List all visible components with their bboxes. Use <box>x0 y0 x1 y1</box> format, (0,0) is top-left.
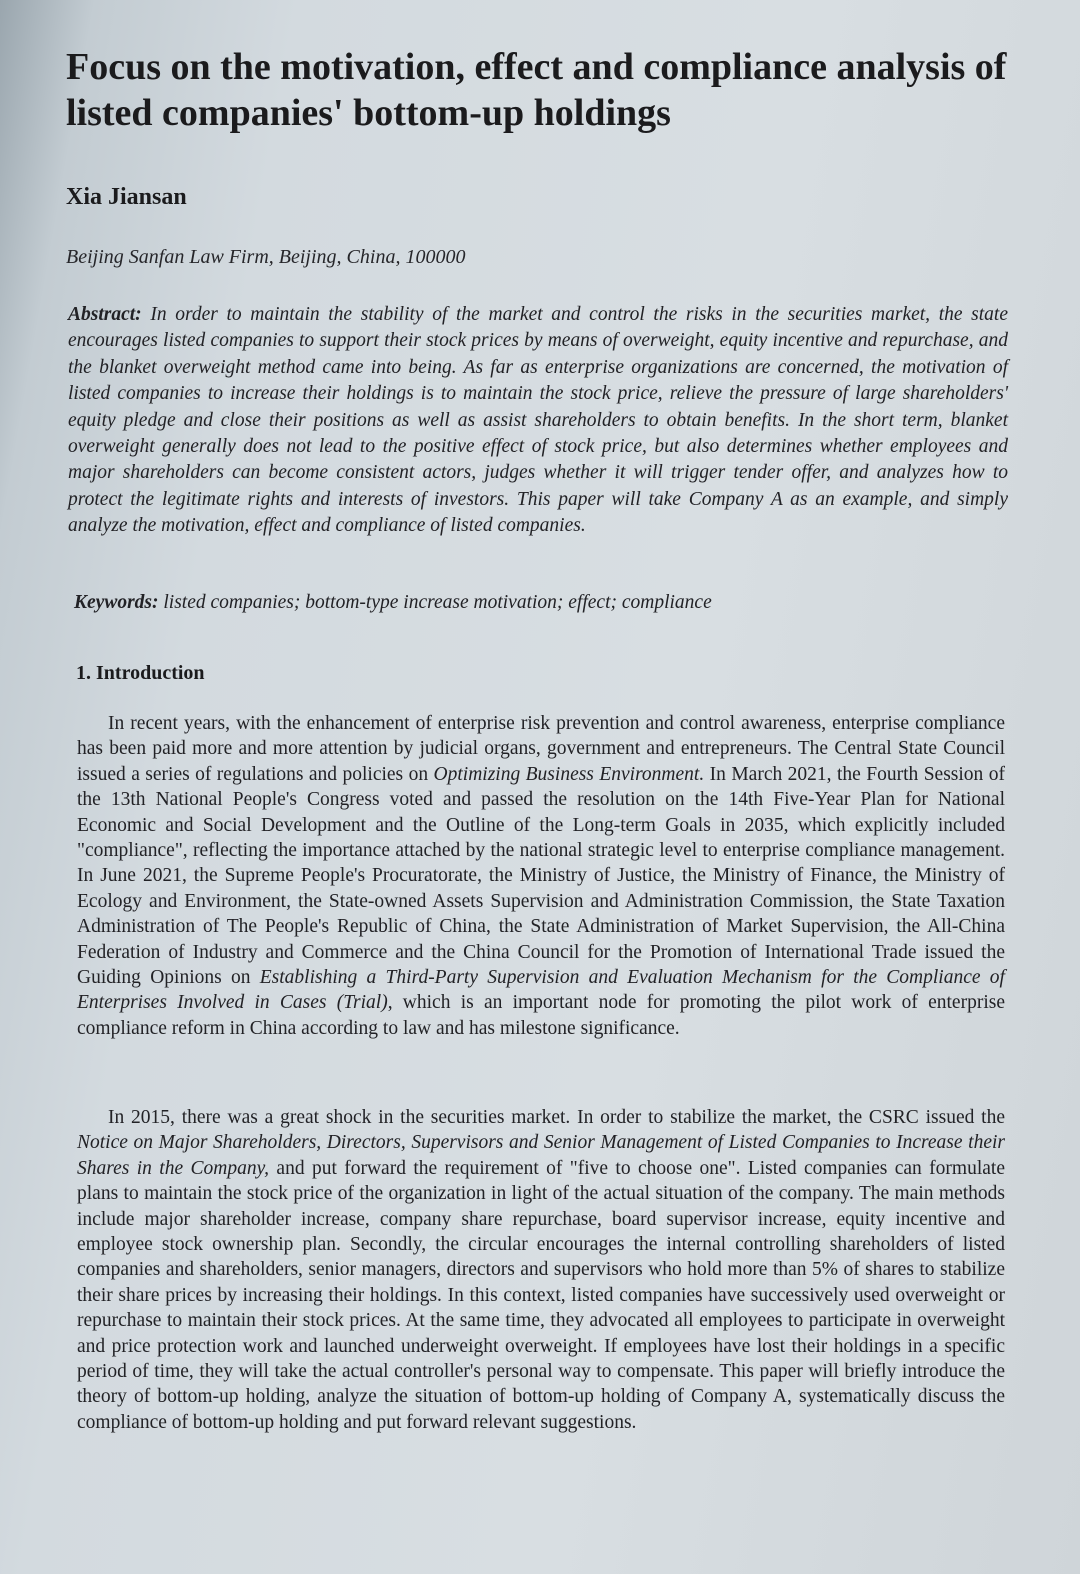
keywords <box>74 592 712 614</box>
keywords-text: listed companies; bottom-type increase motivation; effect; compliance <box>163 592 712 613</box>
paragraph-1-text-c: In March 2021, the Fourth Session of the 13th National People's Congress voted and passed the resolution on the 14th Five-Year Plan for National Economic and Social Development and the Outline of the Long-term Goals in 2035, which explicitly included "compliance", reflecting the importance attached by the national strategic level to enterprise compliance management. In June 2021, the Supreme People's Procuratorate, the Ministry of Justice, the Ministry of Finance, the Ministry of Ecology and Environment, the State-owned Assets Supervision and Administration Commission, the State Taxation Administration of The People's Republic of China, the State Administration of Market Supervision, the All-China Federation of Industry and Commerce and the China Council for the Promotion of International Trade issued the Guiding Opinions on <box>77 763 1005 989</box>
paragraph-1-text-a: In recent years, with the enhancement of enterprise risk prevention and control awareness, enterprise compliance has been paid more and more attention by judicial organs, government and entrepreneurs. The Central State Council issued a series of regulations and policies on <box>77 713 1005 785</box>
abstract-label: Abstract: <box>68 304 142 325</box>
paragraph-2-italic-title: Notice on Major Shareholders, Directors, Supervisors and Senior Management of Listed Companies to Increase their Shares in the Company, <box>77 1132 1005 1179</box>
introduction-paragraph-2 <box>77 1105 1005 1435</box>
paragraph-2-text-c: and put forward the requirement of "five to choose one". Listed companies can formulate plans to maintain the stock price of the organization in light of the actual situation of the company. The main methods include major shareholder increase, company share repurchase, board supervisor increase, equity incentive and employee stock ownership plan. Secondly, the circular encourages the internal controlling shareholders of listed companies and shareholders, senior managers, directors and supervisors who hold more than 5% of shares to stabilize their share prices by increasing their holdings. In this context, listed companies have successively used overweight or repurchase to maintain their stock prices. At the same time, they advocated all employees to participate in overweight and price protection work and launched underweight overweight. If employees have lost their holdings in a specific period of time, they will take the actual controller's personal way to compensate. This paper will briefly introduce the theory of bottom-up holding, analyze the situation of bottom-up holding of Company A, systematically discuss the compliance of bottom-up holding and put forward relevant suggestions. <box>77 1157 1005 1433</box>
section-heading-introduction: 1. Introduction <box>76 662 205 684</box>
paragraph-1-italic-title-2: Establishing a Third-Party Supervision and Evaluation Mechanism for the Compliance of Enterprises Involved in Cases (Trial) <box>77 967 1005 1014</box>
abstract <box>68 302 1008 540</box>
abstract-text: In order to maintain the stability of the market and control the risks in the securities market, the state encourages listed companies to support their stock prices by means of overweight, equity incentive and repurchase, and the blanket overweight method came into being. As far as enterprise organizations are concerned, the motivation of listed companies to increase their holdings is to maintain the stock price, relieve the pressure of large shareholders' equity pledge and close their positions as well as assist shareholders to obtain benefits. In the short term, blanket overweight generally does not lead to the positive effect of stock price, but also determines whether employees and major shareholders can become consistent actors, judges whether it will trigger tender offer, and analyzes how to protect the legitimate rights and interests of investors. This paper will take Company A as an example, and simply analyze the motivation, effect and compliance of listed companies. <box>68 304 1009 537</box>
paper-title: Focus on the motivation, effect and compliance analysis of listed companies' bottom-up holdings <box>66 46 1007 134</box>
paragraph-1-italic-title-1: Optimizing Business Environment. <box>433 763 705 785</box>
paragraph-2-text-a: In 2015, there was a great shock in the securities market. In order to stabilize the market, the CSRC issued the <box>108 1107 1005 1128</box>
introduction-paragraph-1 <box>77 711 1005 1041</box>
keywords-label: Keywords: <box>74 592 159 613</box>
author-affiliation: Beijing Sanfan Law Firm, Beijing, China, 100000 <box>66 246 466 268</box>
author-name: Xia Jiansan <box>66 184 187 210</box>
paragraph-1-text-e: , which is an important node for promoting the pilot work of enterprise compliance reform in China according to law and has milestone significance. <box>77 992 1005 1039</box>
